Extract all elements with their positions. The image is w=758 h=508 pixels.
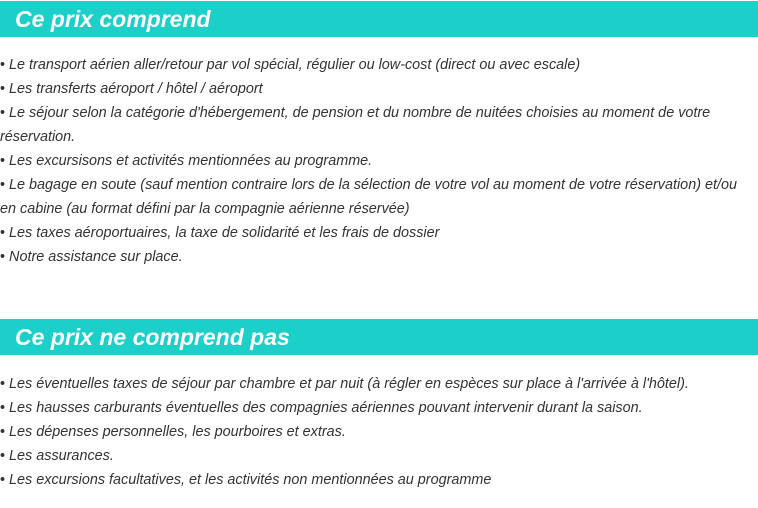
list-item: [0, 149, 752, 173]
bullet-icon: •: [0, 472, 6, 488]
list-item: [0, 444, 752, 468]
bullet-icon: •: [0, 448, 6, 464]
list-item-text: Les assurances.: [9, 448, 114, 464]
excluded-list: [0, 372, 752, 492]
list-item: [0, 245, 752, 269]
bullet-icon: •: [0, 225, 6, 241]
list-item-text: Les transferts aéroport / hôtel / aéroport: [9, 81, 263, 97]
list-item: [0, 396, 752, 420]
section-title-excluded: Ce prix ne comprend pas: [0, 319, 758, 355]
list-item-text: Les excursisons et activités mentionnées au programme.: [9, 153, 373, 169]
list-item-text: Les taxes aéroportuaires, la taxe de solidarité et les frais de dossier: [9, 225, 440, 241]
bullet-icon: •: [0, 57, 6, 73]
list-item: [0, 173, 752, 221]
list-item: [0, 77, 752, 101]
bullet-icon: •: [0, 105, 6, 121]
section-title-included: Ce prix comprend: [0, 1, 758, 37]
list-item-text: Notre assistance sur place.: [9, 249, 183, 265]
bullet-icon: •: [0, 81, 6, 97]
list-item-text: Le bagage en soute (sauf mention contraire lors de la sélection de votre vol au moment de votre réservation) et/ou en cabine (au format défini par la compagnie aérienne réservée): [0, 177, 737, 217]
list-item: [0, 468, 752, 492]
list-item-text: Le séjour selon la catégorie d'hébergement, de pension et du nombre de nuitées choisies au moment de votre réservation.: [0, 105, 711, 145]
list-item: [0, 101, 752, 149]
list-item: [0, 420, 752, 444]
list-item-text: Les excursions facultatives, et les activités non mentionnées au programme: [9, 472, 492, 488]
list-item-text: Les dépenses personnelles, les pourboires et extras.: [9, 424, 346, 440]
bullet-icon: •: [0, 424, 6, 440]
list-item: [0, 53, 752, 77]
list-item-text: Le transport aérien aller/retour par vol spécial, régulier ou low-cost (direct ou avec escale): [9, 57, 581, 73]
list-item: [0, 372, 752, 396]
included-list: [0, 53, 752, 269]
bullet-icon: •: [0, 177, 6, 193]
bullet-icon: •: [0, 153, 6, 169]
bullet-icon: •: [0, 249, 6, 265]
list-item-text: Les hausses carburants éventuelles des compagnies aériennes pouvant intervenir durant la saison.: [9, 400, 643, 416]
bullet-icon: •: [0, 376, 6, 392]
list-item: [0, 221, 752, 245]
bullet-icon: •: [0, 400, 6, 416]
list-item-text: Les éventuelles taxes de séjour par chambre et par nuit (à régler en espèces sur place à l'arrivée à l'hôtel).: [9, 376, 689, 392]
